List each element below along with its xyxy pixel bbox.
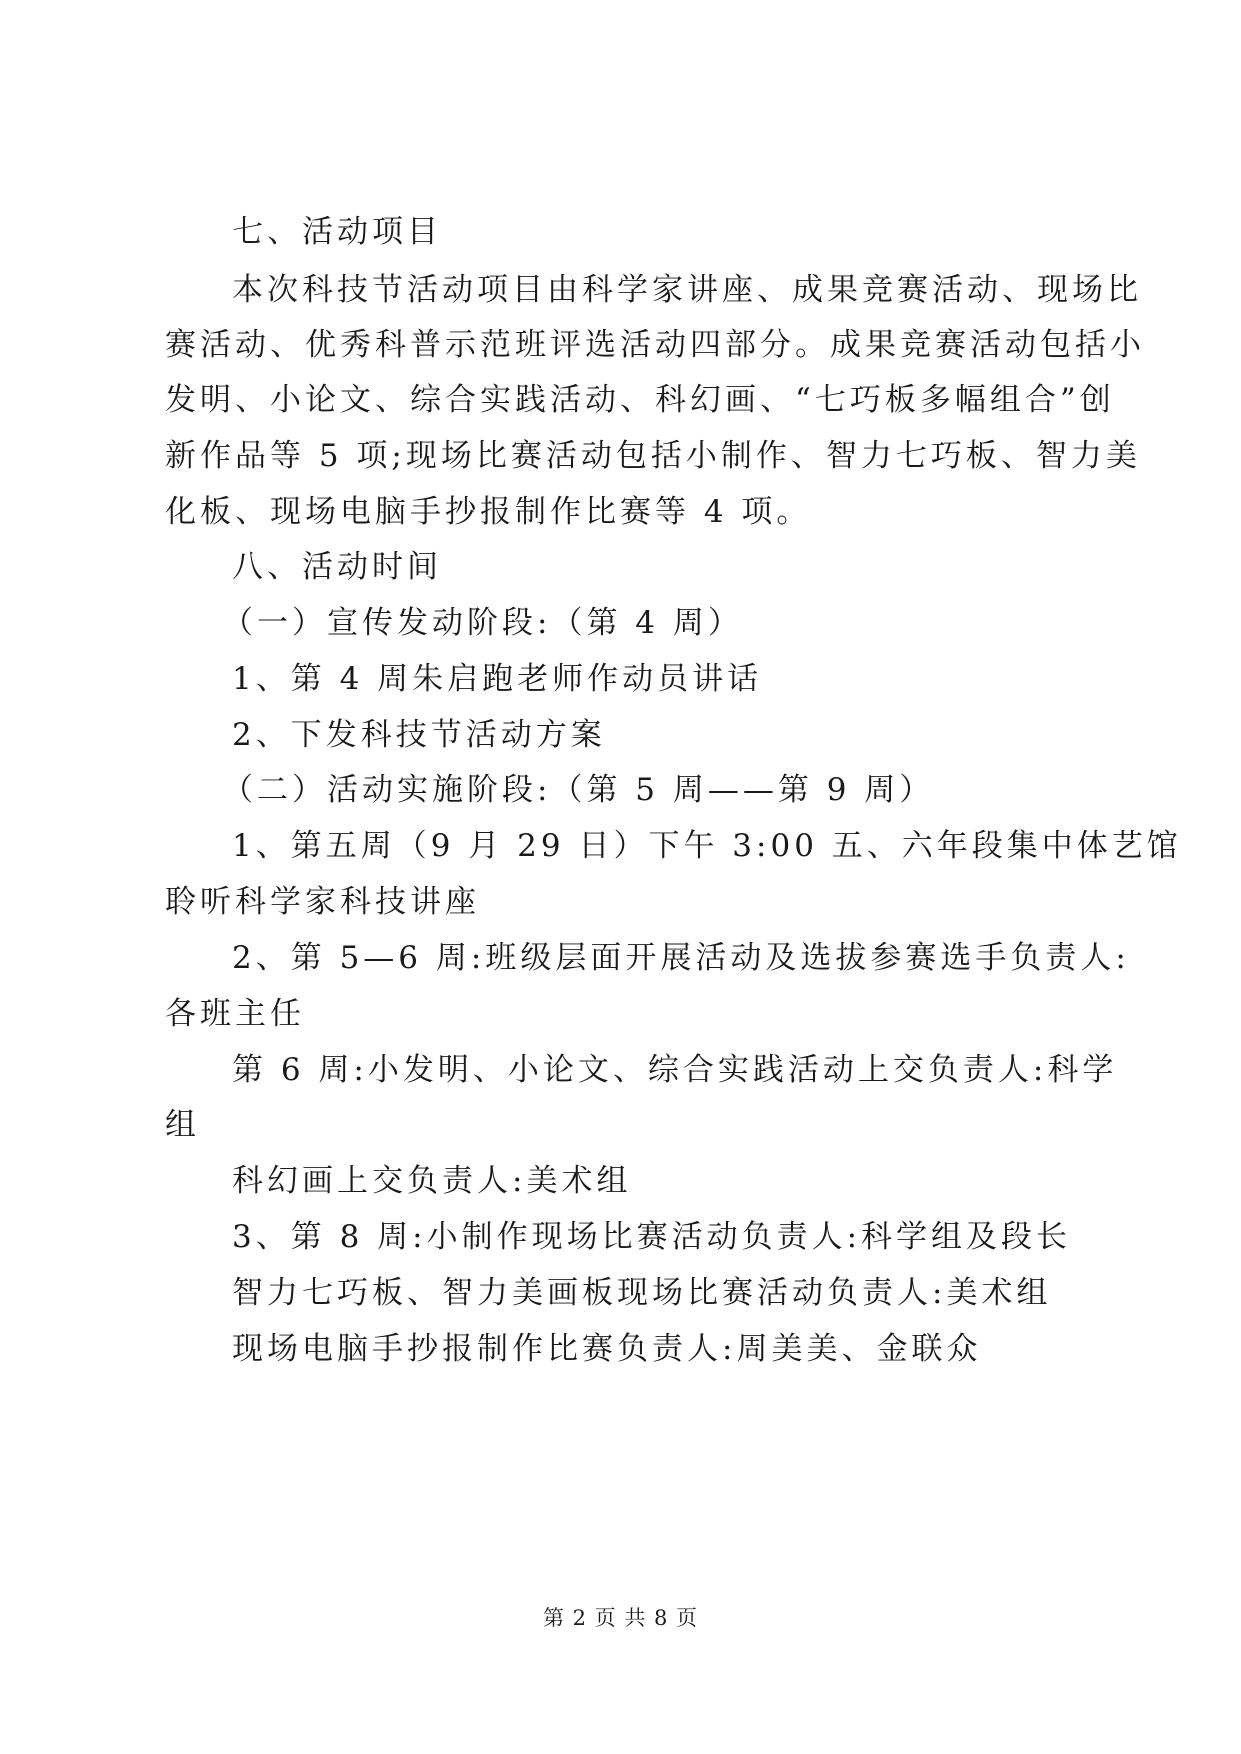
paragraph-line: 发明、小论文、综合实践活动、科幻画、“七巧板多幅组合”创 [165,382,1115,418]
list-item: 2、第 5—6 周:班级层面开展活动及选拔参赛选手负责人: [232,940,1130,976]
paragraph-line: 化板、现场电脑手抄报制作比赛等 4 项。 [165,494,812,530]
list-item: 1、第 4 周朱启跑老师作动员讲话 [232,661,763,697]
list-item: 第 6 周:小发明、小论文、综合实践活动上交负责人:科学 [232,1052,1118,1088]
section-heading-activity-time: 八、活动时间 [232,549,442,585]
list-item-continuation: 各班主任 [165,996,305,1032]
list-item: 科幻画上交负责人:美术组 [232,1163,632,1199]
paragraph-line: 新作品等 5 项;现场比赛活动包括小制作、智力七巧板、智力美 [165,438,1141,474]
page-number-footer: 第 2 页 共 8 页 [542,1606,699,1630]
paragraph-line: 本次科技节活动项目由科学家讲座、成果竞赛活动、现场比 [232,272,1142,308]
list-item: 1、第五周（9 月 29 日）下午 3:00 五、六年段集中体艺馆 [232,828,1182,864]
list-item: 3、第 8 周:小制作现场比赛活动负责人:科学组及段长 [232,1219,1072,1255]
subsection-heading: （二）活动实施阶段:（第 5 周——第 9 周） [222,772,935,808]
list-item-continuation: 聆听科学家科技讲座 [165,884,480,920]
section-heading-activity-items: 七、活动项目 [232,214,442,250]
list-item-continuation: 组 [165,1107,200,1143]
list-item: 智力七巧板、智力美画板现场比赛活动负责人:美术组 [232,1275,1052,1311]
list-item: 2、下发科技节活动方案 [232,717,606,753]
subsection-heading: （一）宣传发动阶段:（第 4 周） [222,605,743,641]
paragraph-line: 赛活动、优秀科普示范班评选活动四部分。成果竞赛活动包括小 [165,327,1145,363]
list-item: 现场电脑手抄报制作比赛负责人:周美美、金联众 [232,1331,982,1367]
